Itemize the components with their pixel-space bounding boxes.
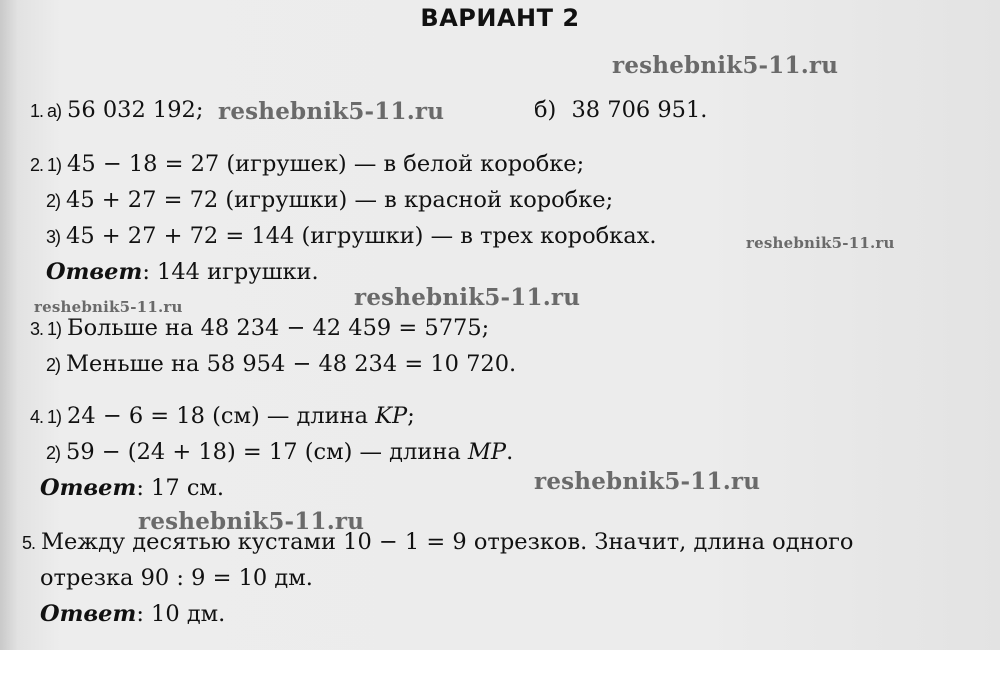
task-2-step-2 — [46, 186, 613, 215]
page-title: ВАРИАНТ 2 — [420, 4, 580, 32]
task-2-number: 2. 1) — [30, 155, 62, 175]
task-1b-line — [534, 96, 707, 124]
task-3-step-2 — [46, 350, 516, 379]
task-4-step-2-end: . — [506, 439, 514, 465]
task-2-answer — [46, 258, 319, 286]
answer-label: Ответ — [40, 475, 137, 501]
answer-label: Ответ — [46, 259, 143, 285]
task-4-answer-value: : 17 см. — [136, 475, 225, 501]
segment-mp: MP — [467, 439, 507, 465]
watermark-text: reshebnik5-11.ru — [612, 52, 839, 79]
task-4-number: 4. 1) — [30, 407, 62, 427]
task-2-step-3 — [46, 222, 657, 251]
task-2-step-3-text: 45 + 27 + 72 = 144 (игрушки) — в трех коробках. — [66, 223, 657, 249]
task-2-answer-value: : 144 игрушки. — [142, 259, 319, 285]
task-5-answer — [40, 600, 225, 628]
task-5-line-1-text: Между десятью кустами 10 − 1 = 9 отрезков. Значит, длина одного — [41, 529, 854, 555]
task-1a-answer: 56 032 192; — [67, 97, 204, 123]
watermark-text: reshebnik5-11.ru — [218, 98, 445, 125]
task-3-step-1 — [30, 314, 489, 343]
task-4-step-2-number: 2) — [46, 443, 61, 463]
answer-label: Ответ — [40, 601, 137, 627]
task-5-answer-value: : 10 дм. — [136, 601, 226, 627]
bottom-margin — [0, 650, 1000, 692]
task-4-step-2-text: 59 − (24 + 18) = 17 (см) — длина — [66, 439, 468, 465]
task-4-step-1-text: 24 − 6 = 18 (см) — длина — [67, 403, 376, 429]
task-4-answer — [40, 474, 224, 502]
task-1b-answer: 38 706 951. — [571, 97, 708, 123]
watermark-text: reshebnik5-11.ru — [138, 508, 365, 535]
task-2-step-2-number: 2) — [46, 191, 61, 211]
task-5-number: 5. — [22, 533, 36, 553]
task-5-line-2 — [40, 564, 313, 592]
watermark-text: reshebnik5-11.ru — [746, 234, 895, 252]
task-1-number: 1. а) — [30, 101, 62, 121]
task-1-line — [30, 96, 203, 125]
task-5-line-2-text: отрезка 90 : 9 = 10 дм. — [40, 565, 313, 591]
task-4-step-1 — [30, 402, 415, 431]
task-1b-label: б) — [534, 97, 557, 123]
task-2-step-2-text: 45 + 27 = 72 (игрушки) — в красной коробке; — [66, 187, 614, 213]
segment-kp: KP — [375, 403, 408, 429]
task-4-step-1-end: ; — [407, 403, 415, 429]
task-2-step-3-number: 3) — [46, 227, 61, 247]
task-3-step-1-text: Больше на 48 234 − 42 459 = 5775; — [67, 315, 490, 341]
task-3-step-2-text: Меньше на 58 954 − 48 234 = 10 720. — [66, 351, 517, 377]
task-2-step-1 — [30, 150, 584, 179]
watermark-text: reshebnik5-11.ru — [534, 468, 761, 495]
watermark-text: reshebnik5-11.ru — [354, 284, 581, 311]
task-3-number: 3. 1) — [30, 319, 62, 339]
task-3-step-2-number: 2) — [46, 355, 61, 375]
watermark-text: reshebnik5-11.ru — [34, 298, 183, 316]
task-2-step-1-text: 45 − 18 = 27 (игрушек) — в белой коробке; — [67, 151, 585, 177]
task-4-step-2 — [46, 438, 513, 467]
